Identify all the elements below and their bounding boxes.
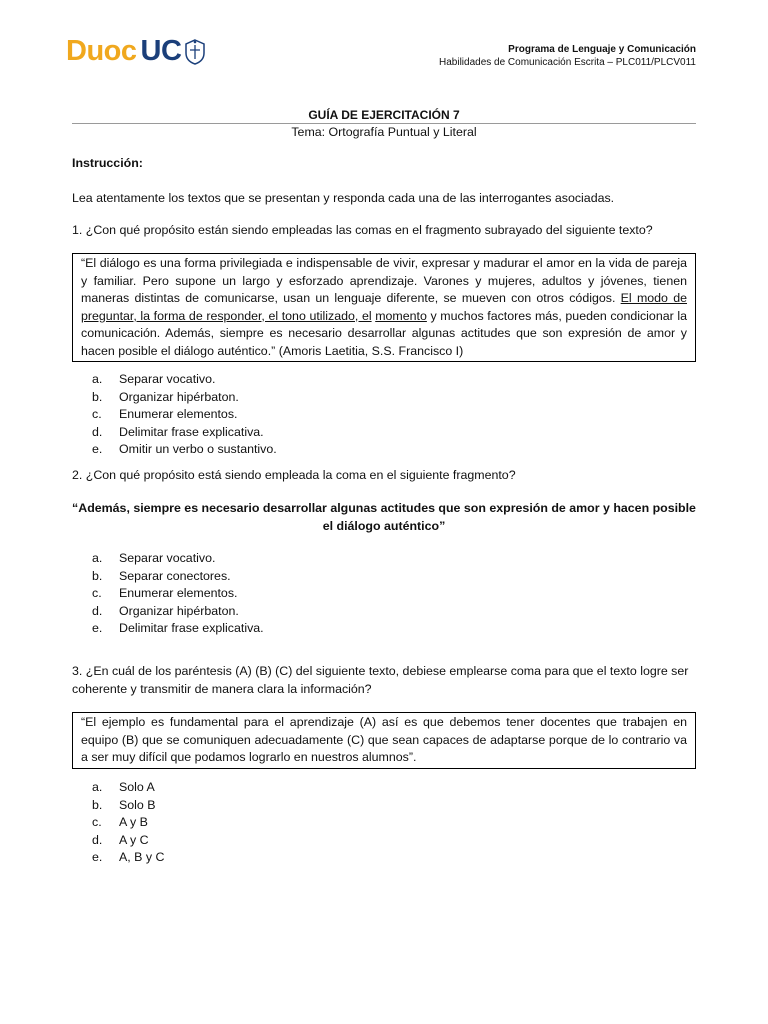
question-1: 1. ¿Con qué propósito están siendo empleadas las comas en el fragmento subrayado del siguiente texto? xyxy=(72,223,653,237)
guide-topic: Tema: Ortografía Puntual y Literal xyxy=(291,125,477,139)
q1-text-part-b: y muchos factores más, pueden condicionar la comunicación. Además, siempre es necesario desarrollar algunas actitudes que son expresión de amor y hacen posible el diálogo auténtico.” (Amoris Laetitia, S.S. Francisco I) xyxy=(81,308,687,358)
option-item xyxy=(92,585,264,603)
option-item xyxy=(92,620,264,638)
question-2: 2. ¿Con qué propósito está siendo empleada la coma en el siguiente fragmento? xyxy=(72,468,516,482)
option-text: Separar vocativo. xyxy=(119,551,216,565)
guide-title: GUÍA DE EJERCITACIÓN 7 xyxy=(308,108,460,122)
option-text: A y B xyxy=(119,815,148,829)
option-item xyxy=(92,849,164,867)
option-text: Delimitar frase explicativa. xyxy=(119,424,264,439)
instruction-label: Instrucción: xyxy=(72,156,143,170)
option-item xyxy=(92,406,277,424)
option-text: Omitir un verbo o sustantivo. xyxy=(119,442,277,456)
option-item xyxy=(92,779,164,797)
question-2-options xyxy=(92,550,264,638)
option-letter: d. xyxy=(92,424,103,439)
course-name: Habilidades de Comunicación Escrita – PLC011/PLCV011 xyxy=(439,57,696,68)
option-text: Enumerar elementos. xyxy=(119,407,238,421)
option-text: Organizar hipérbaton. xyxy=(119,389,239,404)
option-item xyxy=(92,814,164,832)
option-text: Solo A xyxy=(119,780,155,794)
option-letter: b. xyxy=(92,389,103,404)
question-1-text-box xyxy=(72,253,696,362)
q1-underlined-word: momento xyxy=(375,308,427,323)
question-3: 3. ¿En cuál de los paréntesis (A) (B) (C) del siguiente texto, debiese emplearse coma para que el texto logre ser coherente y transmitir de manera clara la información? xyxy=(72,664,689,696)
option-item xyxy=(92,832,164,850)
option-letter: b. xyxy=(92,568,103,583)
option-item xyxy=(92,371,277,389)
question-1-options xyxy=(92,371,277,459)
program-name: Programa de Lenguaje y Comunicación xyxy=(508,44,696,55)
option-text: Enumerar elementos. xyxy=(119,586,238,600)
instruction-text: Lea atentamente los textos que se presentan y responda cada una de las interrogantes asociadas. xyxy=(72,191,615,205)
option-item xyxy=(92,568,264,586)
q1-text-part-a: “El diálogo es una forma privilegiada e indispensable de vivir, expresar y madurar el amor en la vida de pareja y familiar. Pero supone un largo y esforzado aprendizaje. Varones y mujeres, adultos y jóvenes, tienen maneras distintas de comunicarse, usan un lenguaje diferente, se mueven con otros códigos. xyxy=(81,256,687,305)
option-letter: c. xyxy=(92,815,102,829)
header-info xyxy=(439,43,696,69)
q1-underlined-fragment: El modo de preguntar, la forma de responder, el tono utilizado, el xyxy=(81,291,687,323)
option-letter: e. xyxy=(92,850,103,864)
option-item xyxy=(92,441,277,459)
option-text: A y C xyxy=(119,832,149,847)
question-3-text-box: “El ejemplo es fundamental para el aprendizaje (A) así es que debemos tener docentes que trabajen en equipo (B) que se comuniquen adecuadamente (C) que sean capaces de adaptarse porque de lo contrario va a ser muy difícil que podamos lograrlo en nuestros alumnos”. xyxy=(72,712,696,769)
option-letter: e. xyxy=(92,442,103,456)
option-letter: d. xyxy=(92,832,103,847)
logo-text-uc: UC xyxy=(140,35,182,68)
option-item xyxy=(92,389,277,407)
option-item xyxy=(92,424,277,442)
option-letter: a. xyxy=(92,372,103,386)
option-letter: c. xyxy=(92,407,102,421)
option-text: A, B y C xyxy=(119,850,165,864)
logo-text-duoc: Duoc xyxy=(66,35,137,68)
option-text: Solo B xyxy=(119,797,156,812)
option-letter: e. xyxy=(92,621,103,635)
option-text: Separar vocativo. xyxy=(119,372,216,386)
option-letter: a. xyxy=(92,551,103,565)
question-3-options xyxy=(92,779,164,867)
option-letter: c. xyxy=(92,586,102,600)
option-text: Separar conectores. xyxy=(119,568,231,583)
option-text: Delimitar frase explicativa. xyxy=(119,621,264,635)
duoc-uc-logo xyxy=(66,34,206,70)
option-item xyxy=(92,797,164,815)
option-letter: a. xyxy=(92,780,103,794)
option-item xyxy=(92,550,264,568)
option-letter: b. xyxy=(92,797,103,812)
option-item xyxy=(92,603,264,621)
option-letter: d. xyxy=(92,603,103,618)
uc-seal-icon xyxy=(184,38,206,66)
option-text: Organizar hipérbaton. xyxy=(119,603,239,618)
question-2-quote: “Además, siempre es necesario desarrollar algunas actitudes que son expresión de amor y hacen posible el diálogo auténtico” xyxy=(72,501,696,533)
